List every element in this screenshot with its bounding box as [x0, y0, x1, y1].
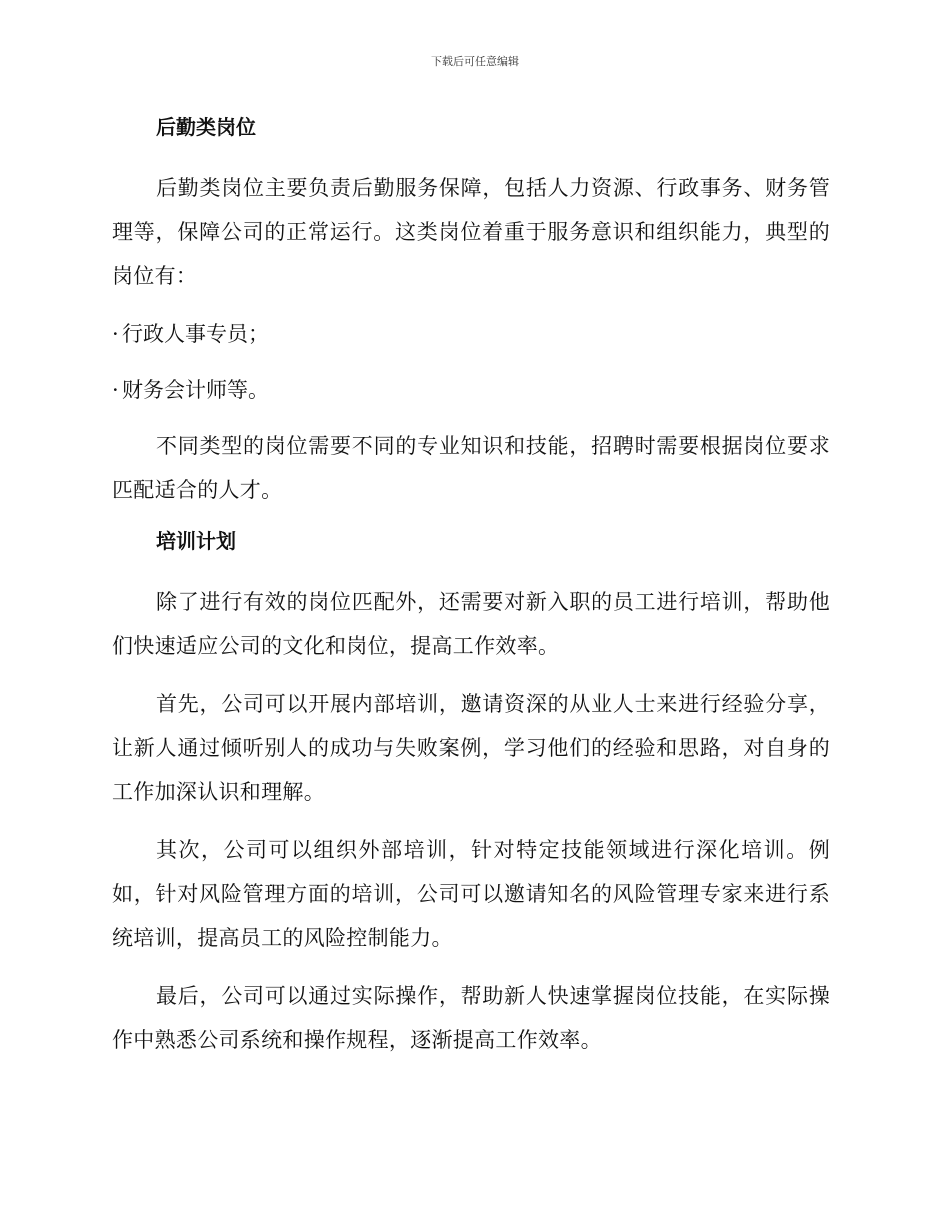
- paragraph-training-2: 首先，公司可以开展内部培训，邀请资深的从业人士来进行经验分享，让新人通过倾听别人的成功与失败案例，学习他们的经验和思路，对自身的工作加深认识和理解。: [112, 692, 830, 804]
- bullet-item-text: 财务会计师等。: [122, 378, 269, 402]
- paragraph-training-3: 其次，公司可以组织外部培训，针对特定技能领域进行深化培训。例如，针对风险管理方面的培训，公司可以邀请知名的风险管理专家来进行系统培训，提高员工的风险控制能力。: [112, 838, 830, 950]
- paragraph-logistics-conclusion: 不同类型的岗位需要不同的专业知识和技能，招聘时需要根据岗位要求匹配适合的人才。: [112, 434, 830, 502]
- paragraph-training-4: 最后，公司可以通过实际操作，帮助新人快速掌握岗位技能，在实际操作中熟悉公司系统和操作规程，逐渐提高工作效率。: [112, 984, 830, 1052]
- bullet-item: [112, 312, 830, 356]
- bullet-dot-icon: ·: [112, 322, 119, 346]
- paragraph-logistics-intro: 后勤类岗位主要负责后勤服务保障，包括人力资源、行政事务、财务管理等，保障公司的正常运行。这类岗位着重于服务意识和组织能力，典型的岗位有：: [112, 176, 830, 288]
- paragraph-training-1: 除了进行有效的岗位匹配外，还需要对新入职的员工进行培训，帮助他们快速适应公司的文化和岗位，提高工作效率。: [112, 590, 830, 658]
- bullet-item: [112, 368, 830, 412]
- page-header: 下载后可任意编辑: [431, 55, 519, 68]
- document-content: [112, 112, 830, 1076]
- section-heading-logistics: 后勤类岗位: [156, 115, 256, 139]
- section-heading-training: 培训计划: [156, 529, 236, 553]
- bullet-item-text: 行政人事专员；: [122, 322, 269, 346]
- bullet-dot-icon: ·: [112, 378, 119, 402]
